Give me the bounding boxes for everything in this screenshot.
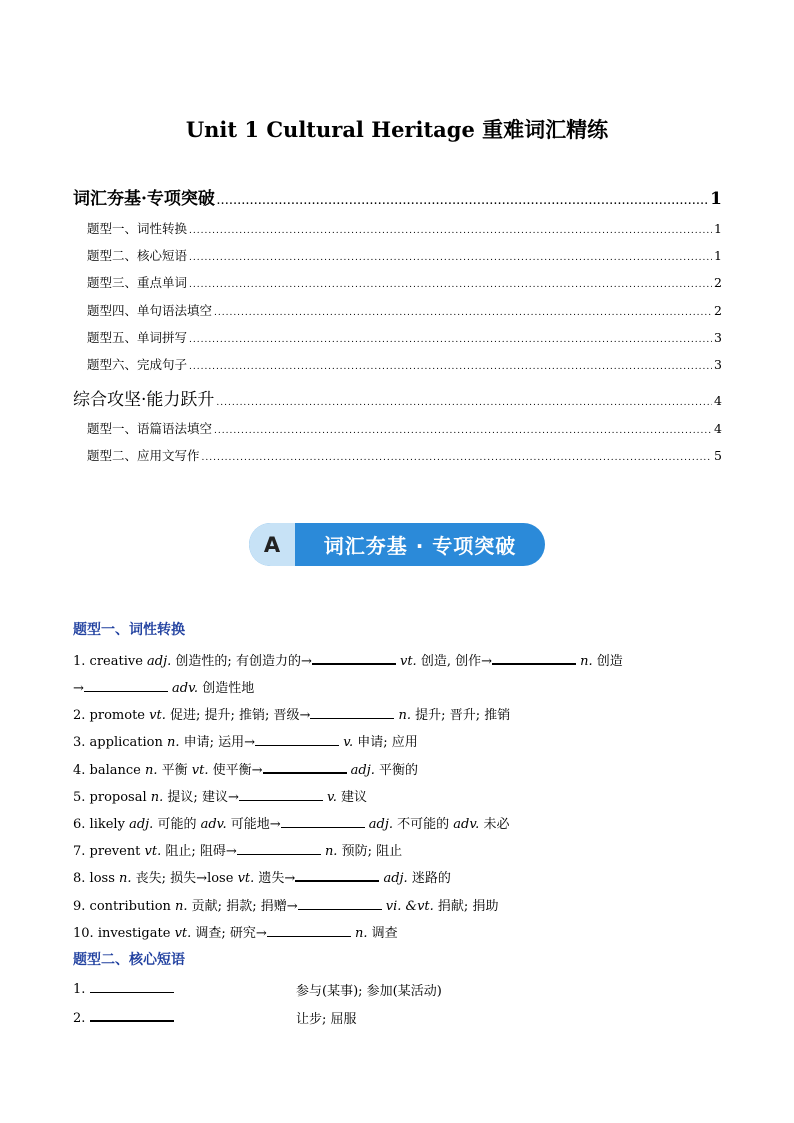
toc-label: 词汇夯基·专项突破 [73,189,215,209]
toc-label: 题型五、单词拼写 [87,330,188,345]
toc-leader [214,308,712,318]
answer-blank[interactable] [237,842,321,855]
answer-blank[interactable] [255,733,339,746]
answer-blank[interactable] [90,1008,174,1022]
toc-entry[interactable] [87,273,722,291]
exercise-line: 3. application n. 申请; 运用→ v. 申请; 应用 [73,735,418,750]
toc-label: 题型六、完成句子 [87,357,188,372]
toc-page: 2 [714,275,722,290]
exercise-line: 7. prevent vt. 阻止; 阻碍→ n. 预防; 阻止 [73,844,403,859]
answer-blank[interactable] [298,897,382,910]
toc-page: 4 [714,393,722,408]
toc-leader [217,197,708,207]
exercise-line: 4. balance n. 平衡 vt. 使平衡→ adj. 平衡的 [73,759,418,778]
toc-leader [189,335,712,345]
answer-blank[interactable] [84,679,168,692]
phrase-line: 2. [73,1008,174,1026]
toc-label: 综合攻坚·能力跃升 [73,390,215,410]
toc-page: 1 [714,248,722,263]
exercise-line: 1. creative adj. 创造性的; 有创造力的→ vt. 创造, 创作→ n. 创造 [73,650,623,669]
toc-leader [189,226,712,236]
section-heading: 题型二、核心短语 [73,952,185,968]
answer-blank[interactable] [263,760,347,774]
exercise-line: 5. proposal n. 提议; 建议→ v. 建议 [73,790,368,805]
exercise-line: 2. promote vt. 促进; 提升; 推销; 晋级→ n. 提升; 晋升; 推销 [73,708,511,723]
answer-blank[interactable] [312,651,396,665]
banner-letter: A [249,523,295,566]
toc-page: 4 [714,421,722,436]
exercise-line: 8. loss n. 丧失; 损失→lose vt. 遗失→ adj. 迷路的 [73,867,451,886]
section-banner [249,523,545,566]
toc-entry[interactable] [73,184,722,209]
toc-page: 2 [714,303,722,318]
toc-entry[interactable] [87,419,722,437]
toc-leader [214,426,712,436]
answer-blank[interactable] [295,868,379,882]
phrase-line: 1. [73,980,174,997]
exercise-line: 10. investigate vt. 调查; 研究→ n. 调查 [73,926,398,941]
toc-entry[interactable] [87,219,722,237]
toc-entry[interactable] [73,385,722,410]
phrase-meaning: 让步; 屈服 [296,1012,357,1027]
toc-page: 3 [714,357,722,372]
answer-blank[interactable] [239,788,323,801]
toc-label: 题型四、单句语法填空 [87,303,213,318]
banner-title: 词汇夯基 · 专项突破 [323,534,517,558]
answer-blank[interactable] [310,706,394,719]
answer-blank[interactable] [281,815,365,828]
answer-blank[interactable] [267,924,351,937]
toc-leader [189,280,712,290]
toc-label: 题型一、语篇语法填空 [87,421,213,436]
toc-label: 题型三、重点单词 [87,275,188,290]
toc-page: 1 [714,221,722,236]
phrase-meaning: 参与(某事); 参加(某活动) [296,984,442,999]
answer-blank[interactable] [492,651,576,665]
toc-entry[interactable] [87,355,722,373]
toc-page: 5 [714,448,722,463]
toc-leader [189,253,712,263]
toc-page: 1 [710,189,722,209]
toc-label: 题型一、词性转换 [87,221,188,236]
toc-leader [202,453,713,463]
toc-page: 3 [714,330,722,345]
toc-entry[interactable] [87,328,722,346]
exercise-line: → adv. 创造性地 [73,681,255,696]
section-heading: 题型一、词性转换 [73,622,185,638]
answer-blank[interactable] [90,980,174,993]
toc-label: 题型二、核心短语 [87,248,188,263]
toc-leader [216,398,712,408]
toc-leader [189,362,712,372]
exercise-line: 6. likely adj. 可能的 adv. 可能地→ adj. 不可能的 adv. 未必 [73,817,510,832]
toc-entry[interactable] [87,246,722,264]
toc-entry[interactable] [87,446,722,464]
toc-entry[interactable] [87,301,722,319]
toc-label: 题型二、应用文写作 [87,448,200,463]
document-title: Unit 1 Cultural Heritage 重难词汇精练 [185,117,609,142]
exercise-line: 9. contribution n. 贡献; 捐款; 捐赠→ vi. &vt. 捐献; 捐助 [73,899,499,914]
